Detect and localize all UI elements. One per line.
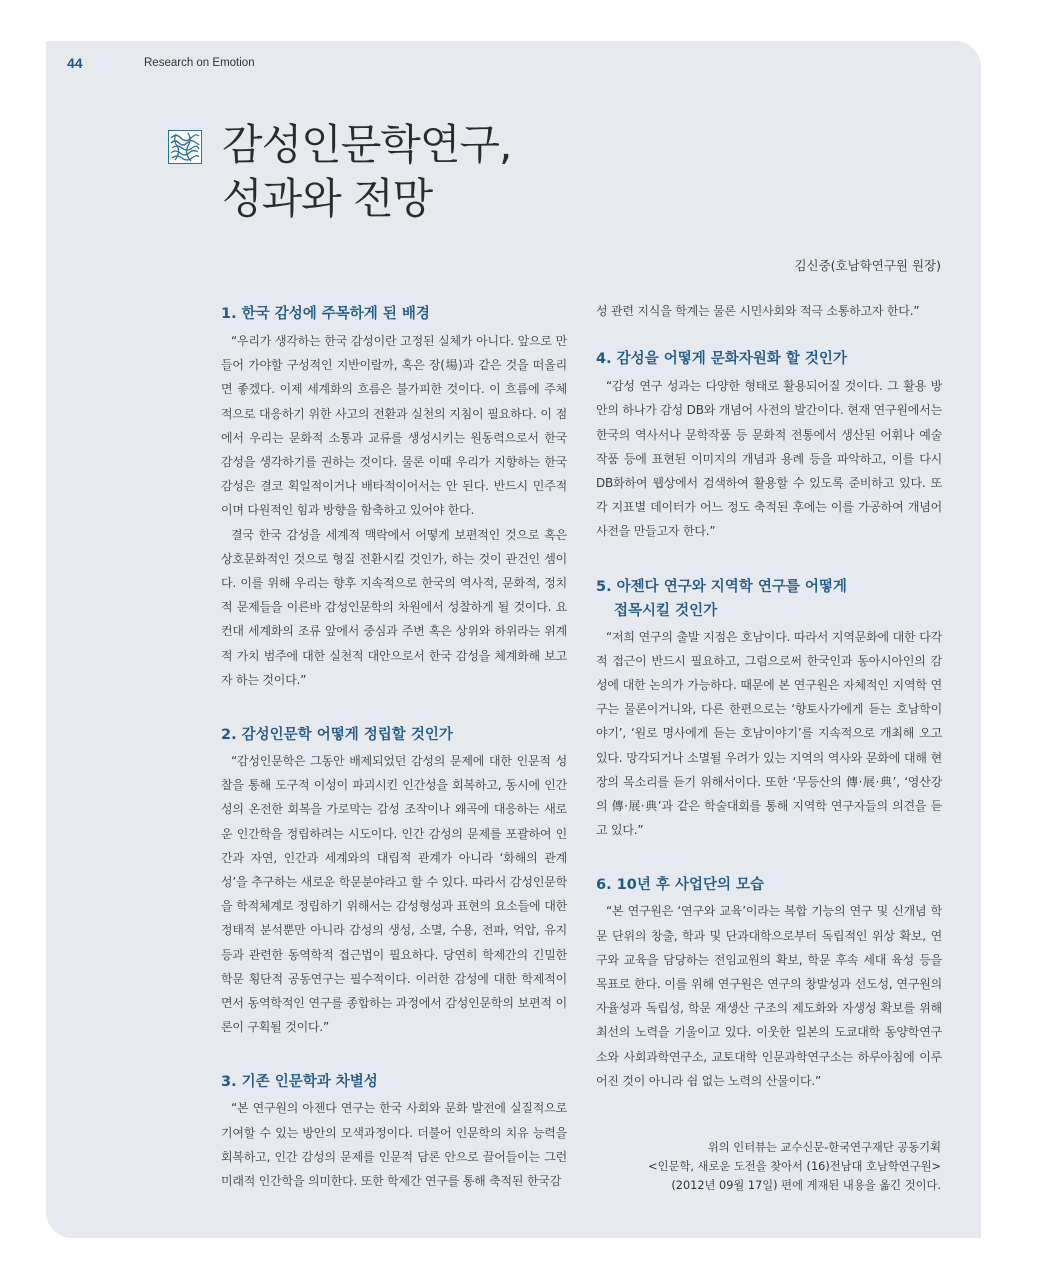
credit-line-2: <인문학, 새로운 도전을 찾아서 (16)전남대 호남학연구원> [648, 1160, 941, 1173]
section-2-heading: 2. 감성인문학 어떻게 정립할 것인가 [221, 727, 453, 744]
section-4-paragraph-1: “감성 연구 성과는 다양한 형태로 활용되어질 것이다. 그 활용 방안의 하나가 감성 DB와 개념어 사전의 발간이다. 현재 연구원에서는 한국의 역사서나 문학작품 등 문화적 전통에서 생산된 어휘나 예술작품 등에 표현된 이미지의 개념과 용례 등을 파악하고, 이를 다시 DB화하여 웹상에서 검색하여 활용할 수 있도록 준비하고 있다. 또 각 지표별 데이터가 어느 정도 축적된 후에는 이를 가공하여 개념어 사전을 만들고자 한다.” [596, 379, 942, 539]
title-line-2: 성과와 전망 [222, 174, 433, 223]
section-5-heading-line-1: 5. 아젠다 연구와 지역학 연구를 어떻게 [596, 578, 847, 595]
section-5-heading-line-2: 접목시킬 것인가 [614, 602, 718, 619]
section-4-heading: 4. 감성을 어떻게 문화자원화 할 것인가 [596, 351, 847, 368]
title-line-1: 감성인문학연구, [222, 120, 512, 169]
section-3-paragraph-2: 성 관련 지식을 학계는 물론 시민사회와 적극 소통하고자 한다.” [596, 304, 920, 318]
credit-line-1: 위의 인터뷰는 교수신문-한국연구재단 공동기획 [707, 1141, 941, 1154]
article-title [222, 118, 511, 226]
running-title: Research on Emotion [144, 57, 255, 69]
right-column [596, 302, 942, 1093]
section-6-heading: 6. 10년 후 사업단의 모습 [596, 877, 765, 894]
source-credit [648, 1138, 941, 1195]
section-1-heading: 1. 한국 감성에 주목하게 된 배경 [221, 306, 430, 322]
section-3-heading: 3. 기존 인문학과 차별성 [221, 1074, 378, 1091]
section-5-paragraph-1: “저희 연구의 출발 지점은 호남이다. 따라서 지역문화에 대한 다각적 접근이 반드시 필요하고, 그럼으로써 한국인과 동아시아인의 감성에 대한 논의가 가능하다. 때문에 본 연구원은 자체적인 지역학 연구는 물론이거니와, 다른 한편으로는 ‘향토사가에게 듣는 호남학이야기’, ‘원로 명사에게 듣는 호남이야기’를 지속적으로 개최해 오고 있다. 망각되거나 소멸될 우려가 있는 지역의 역사와 문화에 대해 현장의 목소리를 듣기 위해서이다. 또한 ‘무등산의 傳·展·典’, ‘영산강의 傳·展·典’과 같은 학술대회를 통해 지역학 연구자들의 의견을 듣고 있다.” [596, 629, 942, 838]
section-1-paragraph-1: “우리가 생각하는 한국 감성이란 고정된 실체가 아니다. 앞으로 만들어 가야할 구성적인 지반이랄까, 혹은 장(場)과 같은 것을 떠올리면 좋겠다. 이제 세계화의 흐름은 불가피한 것이다. 이 흐름에 주체적으로 대응하기 위한 사고의 전환과 실천의 지침이 필요하다. 이 점에서 우리는 문화적 소통과 교류를 생성시키는 원동력으로서 한국 감성을 생각하기를 권하는 것이다. 물론 이때 우리가 지향하는 한국 감성은 결코 획일적이거나 배타적이어서는 안 된다. 반드시 민주적이며 다원적인 힘과 방향을 함축하고 있어야 한다. [221, 334, 567, 518]
section-1-paragraph-2: 결국 한국 감성을 세계적 맥락에서 어떻게 보편적인 것으로 혹은 상호문화적인 것으로 형질 전환시킬 것인가, 하는 것이 관건인 셈이다. 이를 위해 우리는 향후 지속적으로 한국의 역사적, 문화적, 정치적 문제들을 이른바 감성인문학의 차원에서 성찰하게 될 것이다. 요컨대 세계화의 조류 앞에서 중심과 주변 혹은 상위와 하위라는 위계적 가치 범주에 대한 실천적 대안으로서 한국 감성을 체계화해 보고자 하는 것이다.” [221, 527, 567, 687]
section-5-heading [596, 575, 942, 623]
section-3-paragraph-1: “본 연구원의 아젠다 연구는 한국 사회와 문화 발전에 실질적으로 기여할 수 있는 방안의 모색과정이다. 더불어 인문학의 치유 능력을 회복하고, 인간 감성의 문제를 인문적 담론 안으로 끌어들이는 그런 미래적 인간학을 의미한다. 또한 학제간 연구를 통해 축적된 한국감 [221, 1101, 567, 1189]
left-column [221, 302, 567, 1193]
page-number: 44 [67, 55, 83, 71]
credit-line-3: (2012년 09월 17일) 편에 게재된 내용을 옮긴 것이다. [671, 1179, 941, 1192]
decorative-pattern-icon [168, 130, 202, 164]
section-2-paragraph-1: “감성인문학은 그동안 배제되었던 감성의 문제에 대한 인문적 성찰을 통해 도구적 이성이 파괴시킨 인간성을 회복하고, 동시에 인간성의 온전한 회복을 가로막는 감성 조작이나 왜곡에 대응하는 새로운 인간학을 정립하려는 시도이다. 인간 감성의 문제를 포괄하여 인간과 자연, 인간과 세계와의 대립적 관계가 아니라 ‘화해의 관계성’을 추구하는 새로운 학문분야라고 할 수 있다. 따라서 감성인문학을 학적체계로 정립하기 위해서는 감성형성과 표현의 요소들에 대한 정태적 분석뿐만 아니라 감성의 생성, 소멸, 수용, 전파, 억압, 유지 등과 관련한 동역학적 접근법이 필요하다. 당연히 학제간의 긴밀한 학문 횡단적 공동연구는 필수적이다. 이러한 감성에 대한 학제적이면서 동역학적인 연구를 종합하는 과정에서 감성인문학의 보편적 이론이 구획될 것이다.” [221, 754, 567, 1035]
author-byline: 김신중(호남학연구원 원장) [794, 258, 941, 273]
section-6-paragraph-1: “본 연구원은 ‘연구와 교육’이라는 복합 기능의 연구 및 신개념 학문 단위의 창출, 학과 및 단과대학으로부터 독립적인 위상 확보, 연구와 교육을 담당하는 전임교원의 확보, 학문 후속 세대 육성 등을 목표로 한다. 이를 위해 연구원은 연구의 창발성과 선도성, 연구원의 자율성과 독립성, 학문 재생산 구조의 제도화와 자생성 확보를 위해 최선의 노력을 기울이고 있다. 이웃한 일본의 도쿄대학 동양학연구소와 사회과학연구소, 교토대학 인문과학연구소는 하루아침에 이루어진 것이 아니라 쉼 없는 노력의 산물이다.” [596, 904, 942, 1088]
